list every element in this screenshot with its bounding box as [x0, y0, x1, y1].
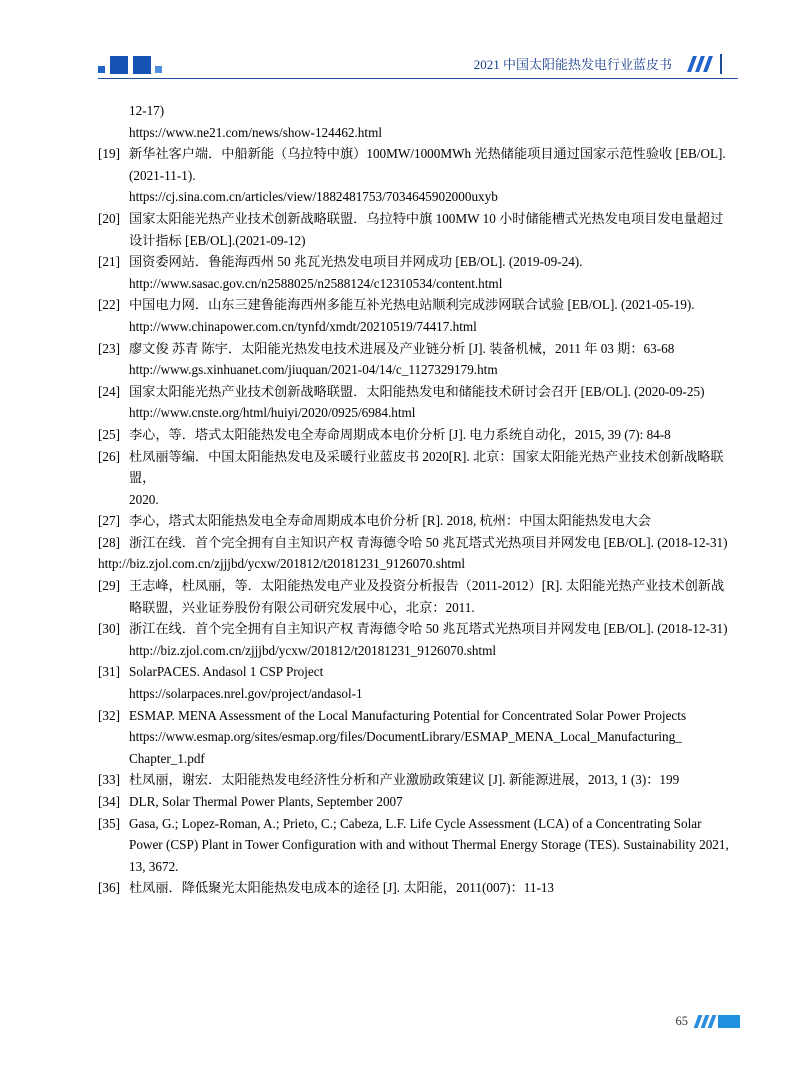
- reference-continuation-line: 略联盟，兴业证券股份有限公司研究发展中心，北京：2011.: [129, 599, 475, 615]
- reference-text: 新华社客户端．中船新能（乌拉特中旗）100MW/1000MWh 光热储能项目通过国家示范性验收 [EB/OL].: [129, 146, 726, 162]
- reference-first-line: [98, 813, 743, 835]
- reference-text: DLR, Solar Thermal Power Plants, September 2007: [129, 794, 403, 809]
- reference-text: 国家太阳能光热产业技术创新战略联盟．太阳能热发电和储能技术研讨会召开 [EB/OL]. (2020-09-25): [129, 383, 705, 399]
- reference-first-line: [98, 424, 743, 446]
- reference-continuation-line: http://www.cnste.org/html/huiyi/2020/0925/6984.html: [129, 405, 416, 421]
- reference-continuation-line: http://biz.zjol.com.cn/zjjjbd/ycxw/201812/t20181231_9126070.shtml: [129, 642, 497, 658]
- reference-continuation-line: Power (CSP) Plant in Tower Configuration with and without Thermal Energy Storage (TES). Sustainability 2021,: [129, 837, 729, 853]
- reference-entry: [98, 208, 743, 251]
- reference-first-line: [98, 575, 743, 597]
- reference-number: [30]: [98, 621, 120, 637]
- reference-entry: [98, 661, 743, 704]
- page-footer: [676, 1014, 743, 1029]
- reference-first-line: [98, 510, 743, 532]
- reference-entry: [98, 877, 743, 899]
- reference-number: [24]: [98, 383, 120, 399]
- reference-text: 12-17): [129, 103, 165, 118]
- reference-entry: [98, 705, 743, 770]
- reference-entry: [98, 532, 743, 575]
- reference-number: [23]: [98, 340, 120, 356]
- reference-text: 杜凤丽，谢宏．太阳能热发电经济性分析和产业激励政策建议 [J]. 新能源进展，2013, 1 (3)：199: [129, 772, 680, 788]
- reference-continuation-line: Chapter_1.pdf: [129, 750, 205, 766]
- reference-first-line: [98, 208, 743, 230]
- reference-text: 中国电力网．山东三建鲁能海西州多能互补光热电站顺利完成涉网联合试验 [EB/OL]. (2021-05-19).: [129, 297, 695, 313]
- reference-first-line: [98, 877, 743, 899]
- reference-number: [31]: [98, 664, 120, 680]
- reference-text: 浙江在线．首个完全拥有自主知识产权 青海德令哈 50 兆瓦塔式光热项目并网发电 [EB/OL]. (2018-12-31): [129, 621, 728, 637]
- reference-entry: [98, 769, 743, 791]
- reference-first-line: [98, 705, 743, 727]
- reference-entry: [98, 143, 743, 208]
- reference-first-line: [98, 446, 743, 489]
- reference-number: [25]: [98, 426, 120, 442]
- logo-square-large-1: [110, 56, 128, 74]
- reference-entry: [98, 338, 743, 381]
- reference-text: Gasa, G.; Lopez-Roman, A.; Prieto, C.; Cabeza, L.F. Life Cycle Assessment (LCA) of a Concentrating Solar: [129, 815, 702, 831]
- reference-text: 杜凤丽等编．中国太阳能热发电及采暖行业蓝皮书 2020[R]. 北京：国家太阳能光热产业技术创新战略联盟，: [129, 448, 724, 486]
- reference-number: [22]: [98, 297, 120, 313]
- reference-text: 李心，塔式太阳能热发电全寿命周期成本电价分析 [R]. 2018, 杭州：中国太阳能热发电大会: [129, 513, 651, 529]
- reference-entry: [98, 424, 743, 446]
- reference-entry: [98, 791, 743, 813]
- reference-first-line: [98, 294, 743, 316]
- header-slash-bars-icon: [686, 54, 736, 74]
- reference-entry: [98, 446, 743, 511]
- reference-entry: [98, 251, 743, 294]
- header-title: 2021 中国太阳能热发电行业蓝皮书: [473, 57, 672, 72]
- reference-continuation-line: http://www.chinapower.com.cn/tynfd/xmdt/20210519/74417.html: [129, 318, 477, 334]
- reference-continuation-line: https://www.ne21.com/news/show-124462.html: [129, 124, 382, 140]
- reference-text: 廖文俊 苏青 陈宇．太阳能光热发电技术进展及产业链分析 [J]. 装备机械，2011 年 03 期：63-68: [129, 340, 675, 356]
- reference-first-line: [98, 532, 743, 554]
- reference-first-line: [98, 791, 743, 813]
- reference-number: [20]: [98, 210, 120, 226]
- logo-square-large-2: [133, 56, 151, 74]
- logo-square-small-left: [98, 66, 105, 73]
- reference-number: [26]: [98, 448, 120, 464]
- reference-entry: [98, 813, 743, 878]
- reference-number: [32]: [98, 707, 120, 723]
- reference-first-line: [98, 661, 743, 683]
- reference-continuation-line: 2020.: [129, 491, 159, 507]
- reference-number: [21]: [98, 254, 120, 270]
- reference-text: 王志峰，杜凤丽，等．太阳能热发电产业及投资分析报告（2011-2012）[R]. 太阳能光热产业技术创新战: [129, 578, 725, 594]
- reference-text: 杜凤丽．降低聚光太阳能热发电成本的途径 [J]. 太阳能，2011(007)：11-13: [129, 880, 555, 896]
- reference-list: [98, 100, 743, 899]
- page-number: 65: [675, 1014, 688, 1028]
- reference-first-line: [98, 338, 743, 360]
- reference-continuation-line: http://www.sasac.gov.cn/n2588025/n2588124/c12310534/content.html: [129, 275, 503, 291]
- reference-number: [27]: [98, 513, 120, 529]
- reference-continuation-line: http://biz.zjol.com.cn/zjjjbd/ycxw/201812/t20181231_9126070.shtml: [98, 556, 466, 572]
- reference-text: ESMAP. MENA Assessment of the Local Manufacturing Potential for Concentrated Solar Power Projects: [129, 707, 687, 723]
- reference-text: 李心，等．塔式太阳能热发电全寿命周期成本电价分析 [J]. 电力系统自动化，2015, 39 (7): 84-8: [129, 426, 671, 442]
- reference-continuation-line: (2021-11-1).: [129, 167, 196, 183]
- reference-number: [35]: [98, 815, 120, 831]
- reference-number: [33]: [98, 772, 120, 788]
- reference-first-line: [98, 381, 743, 403]
- footer-slash-bars-icon: [696, 1015, 742, 1029]
- reference-entry: [98, 510, 743, 532]
- reference-first-line: [98, 251, 743, 273]
- reference-continuation-line: http://www.gs.xinhuanet.com/jiuquan/2021-04/14/c_1127329179.htm: [129, 362, 498, 378]
- header-divider: [98, 78, 738, 79]
- reference-text: SolarPACES. Andasol 1 CSP Project: [129, 664, 324, 680]
- reference-first-line: [98, 143, 743, 165]
- reference-continuation-line: https://www.esmap.org/sites/esmap.org/files/DocumentLibrary/ESMAP_MENA_Local_Manufacturing_: [129, 729, 682, 745]
- reference-entry: [98, 575, 743, 618]
- reference-entry: [98, 381, 743, 424]
- reference-first-line: [98, 618, 743, 640]
- reference-text: 国资委网站．鲁能海西州 50 兆瓦光热发电项目并网成功 [EB/OL]. (2019-09-24).: [129, 254, 583, 270]
- reference-continuation-line: 设计指标 [EB/OL].(2021-09-12): [129, 232, 306, 248]
- reference-continuation-line: 13, 3672.: [129, 858, 179, 874]
- reference-first-line: [98, 100, 743, 122]
- reference-entry: [98, 100, 743, 143]
- reference-number: [28]: [98, 534, 120, 550]
- reference-continuation-line: https://solarpaces.nrel.gov/project/andasol-1: [129, 686, 363, 702]
- page-header: [98, 46, 738, 86]
- logo-square-small-right: [155, 66, 162, 73]
- reference-first-line: [98, 769, 743, 791]
- reference-continuation-line: https://cj.sina.com.cn/articles/view/1882481753/7034645902000uxyb: [129, 189, 498, 205]
- reference-text: 浙江在线．首个完全拥有自主知识产权 青海德令哈 50 兆瓦塔式光热项目并网发电 [EB/OL]. (2018-12-31): [129, 534, 728, 550]
- reference-number: [29]: [98, 578, 120, 594]
- reference-number: [34]: [98, 794, 120, 809]
- reference-number: [19]: [98, 146, 120, 162]
- reference-text: 国家太阳能光热产业技术创新战略联盟．乌拉特中旗 100MW 10 小时储能槽式光热发电项目发电量超过: [129, 210, 724, 226]
- reference-entry: [98, 294, 743, 337]
- reference-number: [36]: [98, 880, 120, 896]
- reference-entry: [98, 618, 743, 661]
